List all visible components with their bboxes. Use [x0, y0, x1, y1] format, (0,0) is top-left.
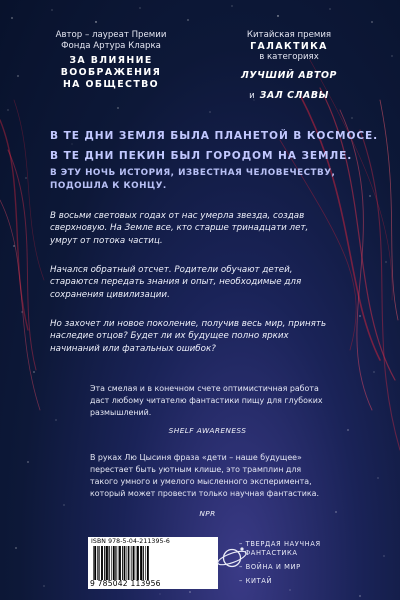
paragraph-supernova: В восьми световых годах от нас умерла звезда, создав сверхновую. На Земле все, кто старше тринадцати лет, умрут от потока частиц.	[50, 211, 309, 246]
paragraph-countdown: Начался обратный отсчет. Родители обучают детей, стараются передать знания и опыт, необходимые для сохранения цивилизации.	[50, 265, 302, 300]
headline-sub-1: В ЭТУ НОЧЬ ИСТОРИЯ, ИЗВЕСТНАЯ ЧЕЛОВЕЧЕСТВУ,	[50, 168, 336, 179]
barcode-bar	[122, 546, 123, 580]
genre-hard-sf	[239, 540, 349, 558]
genre-china-text: КИТАЙ	[245, 577, 273, 586]
genre-china-line: – КИТАЙ	[239, 577, 273, 586]
genre-hard-sf-text-2: ФАНТАСТИКА	[244, 549, 298, 558]
barcode-bar	[118, 546, 119, 580]
award-clarke	[22, 30, 200, 91]
award-galaxy-line-1: Китайская премия	[246, 30, 332, 40]
award-galaxy-and: и	[249, 91, 255, 102]
barcode-bar	[111, 546, 112, 580]
genre-list	[239, 540, 349, 591]
barcode-bar	[130, 546, 131, 580]
barcode-bar	[137, 546, 139, 580]
barcode-bar	[104, 546, 105, 580]
award-galaxy-line-3: в категориях	[259, 52, 319, 63]
award-galaxy-best-author: ЛУЧШИЙ АВТОР	[241, 70, 337, 82]
quote-text-1: Эта смелая и в конечном счете оптимистичная работа даст любому читателю фантастики пищу для глубоких размышлений.	[90, 384, 323, 417]
isbn-label: ISBN 978-5-04-211395-6	[91, 538, 170, 545]
headline-line-1: В ТЕ ДНИ ЗЕМЛЯ БЫЛА ПЛАНЕТОЙ В КОСМОСЕ.	[50, 130, 379, 142]
barcode-bars	[91, 546, 215, 580]
barcode-bar	[143, 546, 144, 580]
barcode-digits: 9 785042 113956	[90, 579, 161, 588]
barcode-bar	[126, 546, 127, 580]
barcode-bar	[133, 546, 135, 580]
barcode-bar	[113, 546, 115, 580]
barcode-bar	[147, 546, 149, 580]
genre-hard-sf-line-1: – ТВЕРДАЯ НАУЧНАЯ	[239, 540, 321, 548]
award-clarke-category-1: ЗА ВЛИЯНИЕ	[69, 55, 153, 67]
paragraph-question: Но захочет ли новое поколение, получив весь мир, принять наследие отцов? Будет ли их будущее полно ярких начинаний или фатальных ошибок?	[50, 319, 327, 354]
barcode-bar	[101, 546, 103, 580]
barcode-bar	[93, 546, 94, 580]
headline-line-2: В ТЕ ДНИ ПЕКИН БЫЛ ГОРОДОМ НА ЗЕМЛЕ.	[50, 149, 353, 162]
award-clarke-category-2: ВООБРАЖЕНИЯ	[60, 67, 162, 79]
barcode-bar	[145, 546, 146, 580]
barcode-bar	[136, 546, 137, 580]
genre-war-and-peace	[239, 563, 349, 572]
barcode-bar	[124, 546, 125, 580]
award-galaxy-line-4	[200, 63, 378, 83]
quote-text-2: В руках Лю Цысиня фраза «дети – наше будущее» перестает быть уютным клише, это трамплин для такого умного и умелого мысленного эксперимента, который может провести только научная фантастика.	[90, 453, 319, 498]
genre-hard-sf-line-2	[239, 549, 349, 558]
headline-block	[50, 128, 380, 192]
barcode-bar	[106, 546, 108, 580]
barcode-bar	[97, 546, 98, 580]
awards-block	[0, 30, 400, 100]
barcode	[88, 537, 218, 589]
barcode-bar	[115, 546, 116, 580]
award-clarke-line-2: Фонда Артура Кларка	[61, 40, 161, 51]
genre-hard-sf-text-1: ТВЕРДАЯ НАУЧНАЯ	[245, 540, 321, 548]
award-clarke-line-1: Автор – лауреат Премии	[55, 30, 167, 40]
award-galaxy-line-5	[200, 83, 378, 103]
barcode-bar	[119, 546, 121, 580]
award-galaxy-hall-of-fame: ЗАЛ СЛАВЫ	[259, 90, 329, 102]
barcode-bar	[99, 546, 100, 580]
quote-source-1: SHELF AWARENESS	[168, 426, 247, 435]
genre-war-and-peace-line: – ВОЙНА И МИР	[239, 563, 301, 572]
barcode-bar	[128, 546, 129, 580]
barcode-bar	[140, 546, 142, 580]
barcode-bar	[94, 546, 96, 580]
award-galaxy	[200, 30, 378, 103]
barcode-bar	[131, 546, 132, 580]
award-galaxy-name: ГАЛАКТИКА	[250, 40, 328, 52]
genre-china	[239, 577, 349, 586]
award-clarke-category-3: НА ОБЩЕСТВО	[62, 78, 160, 90]
genre-war-and-peace-text: ВОЙНА И МИР	[245, 563, 301, 572]
barcode-bar	[109, 546, 110, 580]
quote-source-2: NPR	[199, 509, 216, 518]
headline-sub-2: ПОДОШЛА К КОНЦУ.	[50, 180, 167, 191]
